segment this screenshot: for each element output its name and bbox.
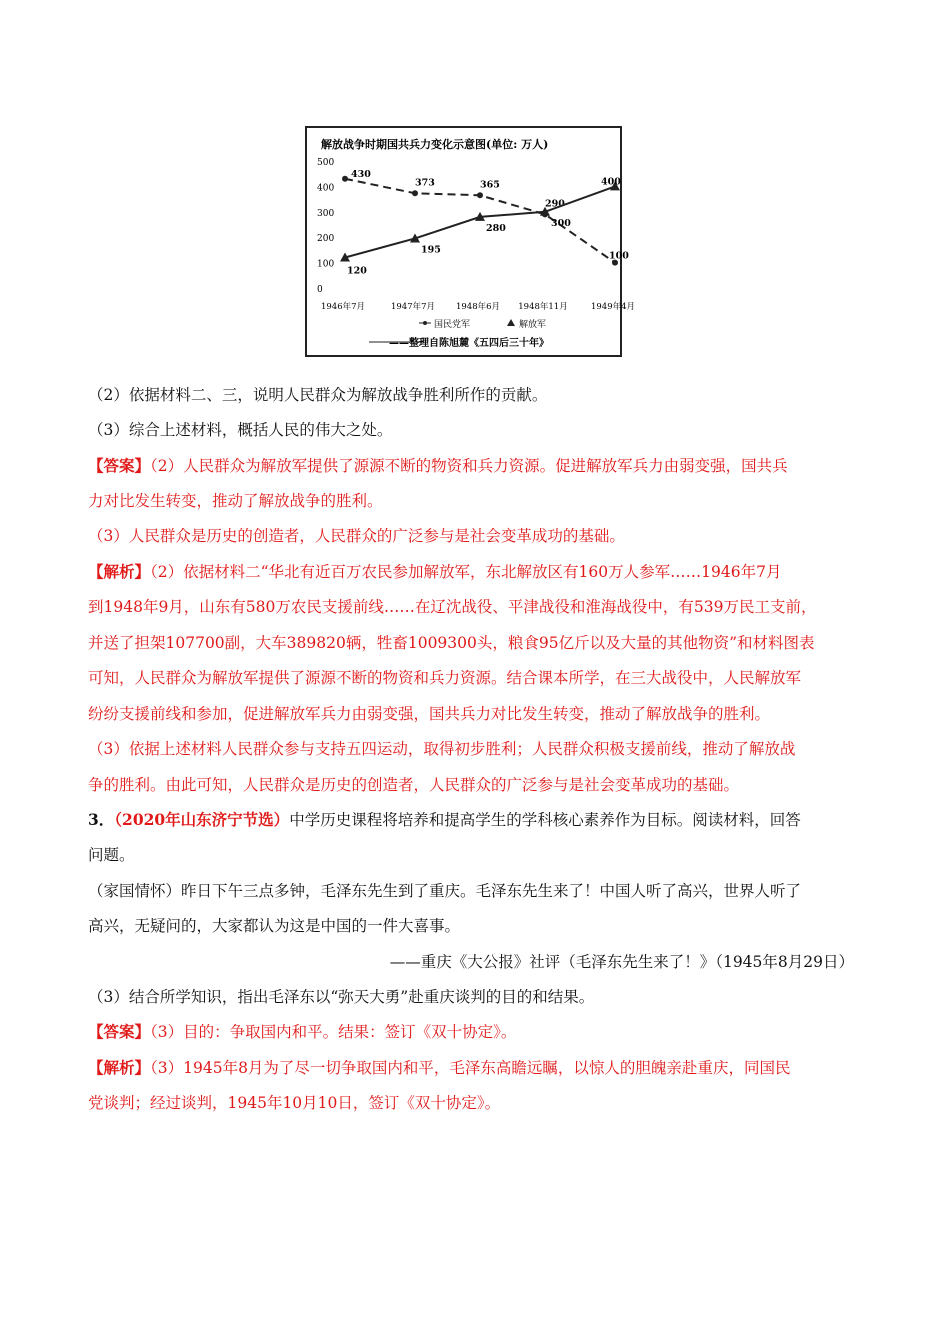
explanation-3-line-1: （3）依据上述材料人民群众参与支持五四运动，取得初步胜利；人民群众积极支援前线，推动了解放战 — [88, 740, 796, 758]
explanation-3-3-line-2: 党谈判；经过谈判，1945年10月10日，签订《双十协定》。 — [88, 1094, 501, 1112]
answer-2-line-2: 力对比发生转变，推动了解放战争的胜利。 — [88, 492, 383, 510]
chart-caption: ——整理自陈旭麓《五四后三十年》 — [389, 338, 549, 349]
answer-3: （3）人民群众是历史的创造者，人民群众的广泛参与是社会变革成功的基础。 — [88, 527, 625, 545]
x-tick-label: 1949年4月 — [590, 302, 636, 312]
chart-legend — [419, 318, 546, 330]
explanation-tag: 【解析】 — [88, 562, 151, 581]
pla-data-label: 400 — [601, 176, 621, 188]
kmt-data-label: 365 — [480, 179, 500, 191]
x-tick-label: 1947年7月 — [390, 302, 436, 312]
y-tick-label: 500 — [317, 158, 335, 168]
question-source: （2020年山东济宁节选） — [114, 810, 290, 829]
explanation-3-3-line-1: 【解析】（3）1945年8月为了尽一切争取国内和平，毛泽东高瞻远瞩，以惊人的胆魄亲赴重庆，同国民 — [88, 1058, 791, 1077]
explanation-2-line-2: 到1948年9月，山东有580万农民支援前线……在辽沈战役、平津战役和淮海战役中，有539万民工支前， — [88, 598, 817, 616]
pla-data-label: 300 — [551, 217, 571, 229]
answer-3-3: 【答案】（3）目的：争取国内和平。结果：签订《双十协定》。 — [88, 1022, 517, 1041]
explanation-3-line-2: 争的胜利。由此可知，人民群众是历史的创造者，人民群众的广泛参与是社会变革成功的基础。 — [88, 776, 740, 794]
kmt-data-label: 373 — [415, 177, 435, 189]
kmt-data-label: 430 — [351, 168, 371, 180]
explanation-2-line-4: 可知，人民群众为解放军提供了源源不断的物资和兵力资源。结合课本所学，在三大战役中，人民解放军 — [88, 669, 802, 687]
pla-data-label: 280 — [486, 222, 506, 234]
kmt-data-label: 100 — [609, 250, 629, 262]
y-tick-label: 0 — [317, 285, 323, 295]
x-tick-label: 1948年11月 — [518, 302, 568, 312]
material-line-1: （家国情怀）昨日下午三点多钟，毛泽东先生到了重庆。毛泽东先生来了！中国人听了高兴，世界人听了 — [88, 882, 802, 900]
material-source: ——重庆《大公报》社评（毛泽东先生来了！》（1945年8月29日） — [389, 953, 854, 971]
kmt-point — [412, 190, 418, 196]
question-3-3: （3）结合所学知识，指出毛泽东以“弥天大勇”赴重庆谈判的目的和结果。 — [88, 988, 595, 1006]
kmt-point — [477, 192, 483, 198]
answer-tag-3: 【答案】 — [88, 1022, 151, 1041]
question-3: （3）综合上述材料，概括人民的伟大之处。 — [88, 421, 393, 439]
legend-label-pla: 解放军 — [519, 320, 547, 330]
question-number: 3． — [88, 810, 115, 829]
troop-strength-chart — [305, 126, 636, 357]
material-line-2: 高兴，无疑问的，大家都认为这是中国的一件大喜事。 — [88, 917, 461, 935]
question-2: （2）依据材料二、三，说明人民群众为解放战争胜利所作的贡献。 — [88, 386, 548, 404]
question-3-header-line-2: 问题。 — [88, 846, 135, 864]
explanation-2-line-5: 纷纷支援前线和参加，促进解放军兵力由弱变强，国共兵力对比发生转变，推动了解放战争的胜利。 — [88, 705, 771, 723]
y-tick-label: 100 — [317, 259, 335, 270]
question-3-header: 3．（2020年山东济宁节选）中学历史课程将培养和提高学生的学科核心素养作为目标。阅读材料，回答 — [88, 810, 801, 829]
y-tick-label: 200 — [317, 234, 335, 245]
kmt-point — [342, 176, 348, 182]
explanation-tag-3: 【解析】 — [88, 1058, 151, 1077]
kmt-data-label: 290 — [545, 198, 565, 210]
explanation-2-line-3: 并送了担架107700副，大车389820辆，牲畜1009300头，粮食95亿斤以及大量的其他物资”和材料图表 — [88, 634, 815, 652]
answer-tag: 【答案】 — [88, 456, 151, 475]
y-tick-label: 300 — [317, 208, 335, 219]
explanation-2-line-1: 【解析】（2）依据材料二“华北有近百万农民参加解放军，东北解放区有160万人参军……1946年7月 — [88, 562, 782, 581]
chart-title: 解放战争时期国共兵力变化示意图(单位: 万人) — [321, 138, 549, 151]
chart-svg — [307, 128, 636, 355]
legend-label-kmt: 国民党军 — [434, 320, 471, 330]
pla-data-label: 120 — [347, 265, 367, 277]
y-tick-label: 400 — [317, 183, 335, 194]
answer-2-line-1: 【答案】（2）人民群众为解放军提供了源源不断的物资和兵力资源。促进解放军兵力由弱变强，国共兵 — [88, 456, 788, 475]
pla-data-label: 195 — [421, 244, 441, 256]
x-tick-label: 1946年7月 — [320, 302, 366, 312]
legend-marker-pla — [507, 319, 515, 326]
x-tick-label: 1948年6月 — [455, 302, 501, 312]
